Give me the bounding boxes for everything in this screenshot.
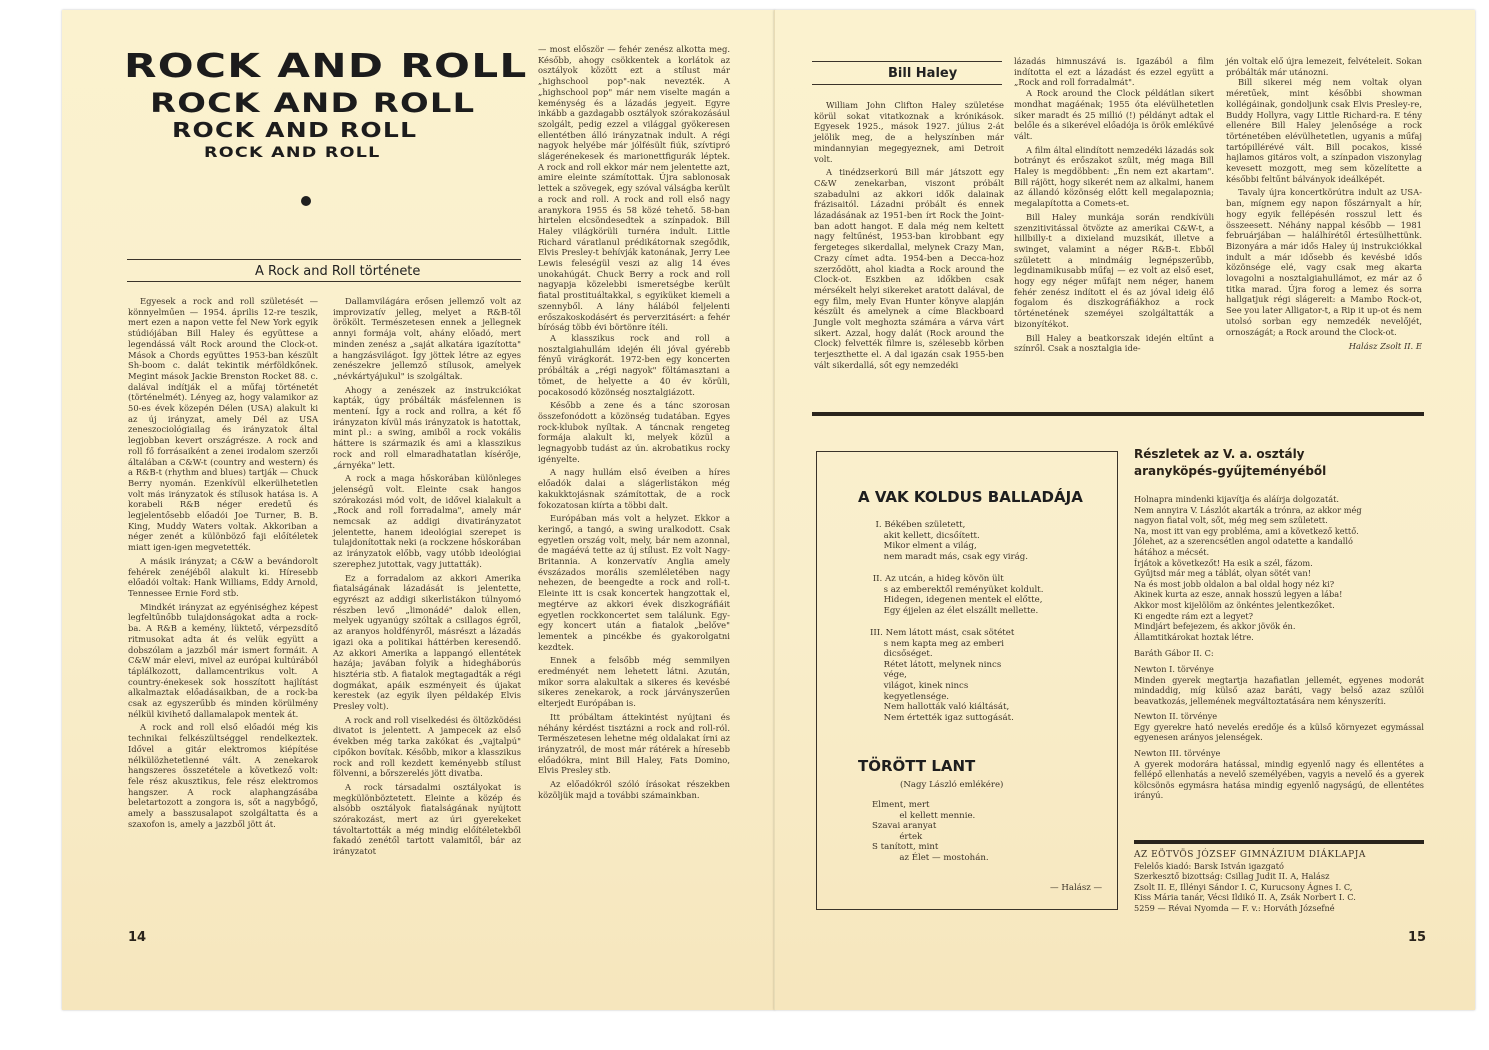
law-title: Newton II. törvénye bbox=[1134, 711, 1218, 722]
article-column-1 bbox=[128, 296, 318, 832]
saying: Jólehet, az a szerencsétlen angol odatette a kandalló bbox=[1134, 536, 1353, 547]
bill-haley-title: Bill Haley bbox=[888, 66, 958, 81]
saying: Na és most jobb oldalon a bal oldal hogy néz ki? bbox=[1134, 578, 1335, 589]
paragraph: Dallamvilágára erősen jellemző volt az improvizatív jelleg, melyet a R&B-től örökölt. Természetesen ennek a jellegnek annyi formája volt, ahány előadó, mert minden zenész a „saját alkatára igazította" a hangzásvilágot. Így jöttek létre az egyes zenészekre jellemző stílusok, amelyek „névkártyájukul" is szolgáltak. bbox=[333, 296, 521, 381]
sayings-title bbox=[1134, 446, 1326, 480]
colophon bbox=[1134, 850, 1426, 914]
paragraph: Tavaly újra koncertkörútra indult az USA-ban, mígnem egy napon főszárnyalt a hír, hogy egyik fellépésén rosszul lett és összeesett. Néhány nappal később — 1981 februárjában — halálhírétől értesülhettünk. Bizonyára a már idős Haley új instrukciókkal indult a már idősebb és kevésbé idős közönsége elé, vagy csak meg akarta lovagolni a nosztalgiahullámot, ez már az ő titka marad. Újra forog a lemez és sorra hallgatjuk régi slágereit: a Mambo Rock-ot, See you later Alligator-t, a Rip it up-ot és nem utolsó sorban egy nemzedék nevelőjét, ornoszágát; a Rock around the Clock-ot. bbox=[1226, 187, 1422, 337]
saying: Na, most itt van egy probléma, ami a következő kettő. bbox=[1134, 525, 1359, 536]
section-rule-bottom bbox=[127, 281, 521, 282]
sayings-list bbox=[1134, 494, 1424, 801]
paragraph: A rock and roll első előadói még kis technikai felkészültséggel rendelkeztek. Idővel a gitár elektromos kiépítése nélkülözhetetlenné vált. A zenekarok hangszeres összetétele a következő volt: fele rész akusztikus, fele rész elektromos hangszer. A rock alaphangzásába beletartozott a zongora is, sőt a nagybőgő, amely a basszusalapot szolgáltatta és a szaxofon is, amely a jazzből jött át. bbox=[128, 722, 318, 829]
paragraph: Később a zene és a tánc szorosan összefonódott a közönség tudatában. Egyes rock-klubok nyíltak. A táncnak rengeteg formája alakult ki, melyek közül a legnagyobb tudást az ún. akrobatikus rocky igényelte. bbox=[538, 400, 730, 464]
bill-haley-column-3 bbox=[1226, 56, 1422, 352]
paragraph: Az előadókról szóló írásokat részekben közöljük majd a további számainkban. bbox=[538, 779, 730, 800]
saying: Holnapra mindenki kijavítja és aláírja dolgozatát. bbox=[1134, 494, 1340, 504]
paragraph: Bill Haley a beatkorszak idején eltűnt a színről. Csak a nosztalgia ide- bbox=[1014, 332, 1214, 354]
paragraph: A klasszikus rock and roll a nosztalgiahullám idején éli jóval gyérebb fényű virágkorát. 1972-ben egy koncerten próbálták a „régi nagyok" föltámasztani a tömet, de helyette a 40 év körüli, pocakosodó közönség nosztalgiázott. bbox=[538, 332, 730, 397]
sayings-title-line-1: Részletek az V. a. osztály bbox=[1134, 447, 1305, 461]
saying: Akinek kurta az esze, annak hosszú legyen a lába! bbox=[1134, 589, 1343, 600]
headline-smallest: ROCK AND ROLL bbox=[204, 145, 381, 161]
paragraph: Itt próbáltam áttekintést nyújtani és néhány kérdést tisztázni a rock and roll-ról. Természetesen lehetne még oldalakat írni az irányzatról, de most már rátérek a híresebb előadókra, mint Bill Haley, Fats Domino, Elvis Presley stb. bbox=[538, 711, 730, 776]
bill-haley-column-2 bbox=[1014, 56, 1214, 357]
paragraph: Mindkét irányzat az egyéniséghez képest legfeltűnőbb tulajdonságokat adta a rock-ba. A R&B a kemény, lüktető, vérpezsdítő ritmusokat adta át és velük együtt a dobszólam a jazzből már ismert formáit. A C&W már elevi, mivel az európai kultúrából táplálkozott, dallamcentrikus volt. A country-énekesek sok hosszított hajlítást alkalmaztak előadásaikban, de a rock-ba csak az egyszerűbb és minden körülmény nélkül kivihető dallamalapok mentek át. bbox=[128, 601, 318, 719]
bill-haley-column-1 bbox=[814, 100, 1004, 374]
sayings-title-line-2: aranyköpés-gyűjteményéből bbox=[1134, 464, 1327, 478]
ballad-stanza-3: III. Nem látott mást, csak sötétet s nem kapta meg az emberi dicsőséget. Rétet látott, melynek nincs vége, világot, kinek nincs kegyetlensége. Nem hallották való kiáltását, Nem értették igaz suttogását. bbox=[870, 628, 1015, 723]
paragraph: A Rock around the Clock példátlan sikert mondhat magáénak; 1955 óta elévülhetetlen siker maradt és 25 millió (!) példányt adtak el belőle és a sikerével előadója is örök emlékűvé vált. bbox=[1014, 88, 1214, 141]
colophon-rule bbox=[1134, 840, 1424, 844]
colophon-line: Felelős kiadó: Barsk István igazgató bbox=[1134, 860, 1284, 871]
sayings-attribution: Baráth Gábor II. C: bbox=[1134, 648, 1214, 659]
page-number-left: 14 bbox=[128, 930, 147, 945]
saying: nagyon fiatal volt, sőt, még meg sem született. bbox=[1134, 515, 1328, 526]
saying: Gyűjtsd már meg a táblát, olyan sötét van! bbox=[1134, 568, 1311, 579]
bill-haley-rule-top bbox=[812, 61, 1002, 62]
paragraph: A rock a maga hőskorában különleges jelenségű volt. Eleinte csak hangos szórakozási mód volt, de idővel kialakult a „Rock and roll forradalma", amely már nemcsak az addigi divatirányzatot jelentette, hanem ideológiai szerepet is tulajdonítottak neki (a rockzene hőskorában az irányzatok előbb, vagy utóbb ideológiai szerephez jutottak, vagy juttatták). bbox=[333, 473, 521, 569]
ballad-stanza-1: I. Békében született, akit kellett, dicsőített. Mikor elment a világ, nem maradt más, csak egy virág. bbox=[875, 520, 1029, 562]
broken-lute-title: TÖRÖTT LANT bbox=[858, 757, 976, 775]
law-title: Newton I. törvénye bbox=[1134, 663, 1214, 674]
law-text: Egy gyerekre ható nevelés eredője és a külső környezet egymással egyenesen arányos jelenségek. bbox=[1134, 721, 1424, 743]
colophon-line: Zsolt II. E, Illényi Sándor I. C, Kurucsony Ágnes I. C, bbox=[1134, 881, 1353, 892]
bill-haley-signature: Halász Zsolt II. E bbox=[1348, 341, 1422, 352]
law-text: Minden gyerek megtartja hazafiatlan jellemét, egyenes modorát mindaddig, míg külső azaz baráti, vagy belső azaz szülői beavatkozás, jellemének megváltoztatására nem kényszeríti. bbox=[1134, 674, 1424, 706]
article-column-3 bbox=[538, 44, 730, 804]
saying: Mindjárt befejezem, és akkor jövök én. bbox=[1134, 621, 1296, 632]
ballad-stanza-2: II. Az utcán, a hideg kövön ült s az emberektől reményüket koldult. Hidegen, idegenen mentek el előtte, Egy éjjelen az élet elszállt mellette. bbox=[872, 574, 1044, 616]
broken-lute-signature: — Halász — bbox=[1050, 883, 1103, 893]
paragraph: A tinédzserkorú Bill már játszott egy C&W zenekarban, viszont próbált szabadulni az akkori idők dalainak frázisaitól. Lázadni próbált és ennek lázadásának az 1951-ben írt Rock the Joint-ban adott hangot. E dala még nem keltett nagy feltűnést, 1953-ban kirobbant egy fergeteges sikerdallal, melynek Crazy Man, Crazy címet adta. 1954-ben a Decca-hoz szerződött, ahol kiadta a Rock around the Clock-ot. Eszkben az időkben csak mérsékelt helyi sikereket aratott dalával, de egy film, mely Evan Hunter könyve alapján készült és amelynek a címe Blackboard Jungle volt meghozta számára a várva várt sikert. Azzal, hogy dalát (Rock around the Clock) felvették filmre is, szélesebb körben terjeszthette el. A dal igazán csak 1955-ben vált sikerdallá, sőt egy nemzedéki bbox=[814, 167, 1004, 370]
law-title: Newton III. törvénye bbox=[1134, 748, 1221, 759]
paragraph: Ennek a felsőbb még semmilyen eredményét nem lehetett látni. Azután, mikor sorra alakultak a sikeres és kevésbé sikeres zenekarok, a rock járványszerűen elterjedt Európában is. bbox=[538, 655, 730, 709]
headline-large: ROCK AND ROLL bbox=[124, 46, 528, 85]
saying: Írjátok a következőt! Ha esik a szél, fázom. bbox=[1134, 557, 1313, 568]
saying: Nem annyira V. Lászlót akarták a trónra, az akkor még bbox=[1134, 504, 1362, 515]
headline-small: ROCK AND ROLL bbox=[172, 118, 418, 142]
bullet-ornament bbox=[301, 196, 311, 206]
headline-medium: ROCK AND ROLL bbox=[150, 88, 476, 119]
colophon-line: 5259 — Révai Nyomda — F. v.: Horváth Józsefné bbox=[1134, 902, 1335, 913]
paragraph: Egyesek a rock and roll születését — könnyelműen — 1954. április 12-re teszik, mert ezen a napon vette fel New York egyik stúdiójában Bill Haley és együttese a legendássá vált Rock around the Clock-ot. Mások a Chords együttes 1953-ban készült Sh-boom c. dalát tekintik mérföldkőnek. Megint mások Jackie Brenston Rocket 88. c. dalával indítják el a műfaj történetét (történelmét). Lényeg az, hogy valamikor az 50-es évek közepén Délen (USA) alakult ki az új irányzat, amely Dél az USA zeneszociológiailag és irányzatok által legjobban kevert országrésze. A rock and roll fő forrásaiként a zenei irodalom szerzői általában a C&W-t (country and western) és a R&B-t (rhythm and blues) tartják — Chuck Berry nyomán. Ezenkívül elkerülhetetlen volt más irányzatok és stílusok hatása is. A korabeli R&B néger eredetű és legjelentősebb előadói Joe Turner, B. B. King, Muddy Waters voltak. Akkoriban a néger zenét a különböző faji előítéletek miatt igen-igen megvetették. bbox=[128, 296, 318, 553]
paragraph: Európában más volt a helyzet. Ekkor a keringő, a tangó, a swing uralkodott. Csak egyetlen ország volt, mely, bár nem azonnal, de magáévá tette az új stílust. Ez volt Nagy-Britannia. A konzervatív Anglia amely évszázados morális szemléletében nagy nehezen, de beengedte a rock and roll-t. Eleinte itt is csak koncertek hangzottak el, megtérve az akkori évek diszkográfiáit egyetlen rockkoncertet sem találunk. Egy-egy koncert után a fiatalok „belőve" lementek a pincékbe és gyakorolgatni kezdtek. bbox=[538, 513, 730, 652]
saying: Akkor most kijelölöm az önkéntes jelentkezőket. bbox=[1134, 599, 1335, 610]
paragraph: Bill Haley munkája során rendkívüli szenzitivitással ötvözte az amerikai C&W-t, a hillbilly-t a dixieland muzsikát, illetve a swinget, valamint a néger R&B-t. Ebből született a mindmáig legnépszerűbb, legdinamikusabb műfaj — ez volt az első eset, hogy egy néger műfajt nem néger, hanem fehér zenész indított el és az jóval ideig élő fogalom és diszkográfiákhoz a rock történetének szeméyei szolgáltatták a bizonyítékot. bbox=[1014, 211, 1214, 329]
law-text: A gyerek modorára hatással, mindig egyenlő nagy és ellentétes a fellépő ellenhatás a nevelő személyében, vagyis a nevelő és a gyerek kölcsönös egymásra hatása mindig egyenlő nagyságú, de ellentétes irányú. bbox=[1134, 758, 1424, 801]
broken-lute-text: Elment, mert el kellett mennie. Szavai aranyat értek S tanított, mint az Élet — mostohán. bbox=[872, 800, 989, 863]
article-column-2 bbox=[333, 296, 521, 860]
paragraph: A film által elindított nemzedéki lázadás sok botrányt és erőszakot szült, még maga Bill Haley is megdöbbent: „Én nem ezt akartam". Bill rájött, hogy sikerét nem az alkalmi, hanem az állandó közönség előtt kell megalapoznia; megalapította a Comets-et. bbox=[1014, 144, 1214, 209]
broken-lute-subtitle: (Nagy László emlékére) bbox=[900, 780, 1004, 790]
masthead: AZ EÖTVÖS JÓZSEF GIMNÁZIUM DIÁKLAPJA bbox=[1134, 850, 1366, 860]
section-title: A Rock and Roll története bbox=[255, 264, 421, 279]
paragraph: A rock and roll viselkedési és öltözködési divatot is jelentett. A jampecek az első években még tarka zakókat és „vajtalpú" cipőkon bovítak. Később, mikor a klasszikus rock and roll kezdett keményebb stílust fölvenni, a bőrszerelés jött divatba. bbox=[333, 714, 521, 779]
section-divider bbox=[812, 412, 1424, 416]
section-rule-top bbox=[127, 259, 521, 260]
paragraph: lázadás himnuszává is. Igazából a film indította el ezt a lázadást és ezzel együtt a „Rock and roll forradalmát". bbox=[1014, 56, 1214, 88]
paragraph: Ez a forradalom az akkori Amerika fiatalságának lázadását is jelentette, egyrészt az addigi sikerlistákon túlnyomó részben levő „limonádé" dalok ellen, melyek ugyanúgy szóltak a csillagos égről, az aranyos holdfényről, másrészt a lázadás igazi oka a politikai háttérben keresendő. Az akkori Amerika a lappangó ellentétek hazája; javában folyik a hidegháborús hisztéria stb. A fiatalok megtagadták a régi dogmákat, apáik eszményeit és újakat kerestek (az egyik ilyen példakép Elvis Presley volt). bbox=[333, 572, 521, 712]
paragraph: Bill sikerei még nem voltak olyan méretűek, mint későbbi showman kollégáinak, gondoljunk csak Elvis Presley-re, Buddy Hollyra, vagy Little Richard-ra. E tény ellenére Bill Haley jelenősége a rock történetében elévülhetetlen, ugyanis a műfaj tartópillérévé vált. Bill pocakos, kissé hajlamos gitáros volt, a színpadon viszonylag kevesett mozgott, meg sem közelítette a későbbi feltűnt bálványok ideálképét. bbox=[1226, 77, 1422, 184]
paragraph: jén voltak elő újra lemezeit, felvételeit. Sokan próbálták már utánozni. bbox=[1226, 56, 1422, 77]
page-number-right: 15 bbox=[1408, 930, 1427, 945]
paragraph: William John Clifton Haley születése körül sokat vitatkoznak a krónikások. Egyesek 1925., mások 1927. július 2-át jelölik meg, de a helyszínben már mindannyian megegyeznek, ami Detroit volt. bbox=[814, 100, 1004, 164]
paragraph: A nagy hullám első éveiben a híres előadók dalai a slágerlistákon még kakukktojásnak számítottak, de a rock fokozatosan kiírta a többi dalt. bbox=[538, 467, 730, 510]
colophon-line: Szerkesztő bizottság: Csillag Judit II. A, Halász bbox=[1134, 871, 1330, 882]
saying: Államtitkárokat hoztak létre. bbox=[1134, 631, 1254, 642]
ballad-title: A VAK KOLDUS BALLADÁJA bbox=[858, 488, 1083, 506]
paragraph: A rock társadalmi osztályokat is megkülönböztetett. Eleinte a közép és alsóbb osztályok fiatalságának nyújtott szórakozást, mert az úri gyerekeket távoltartották a még mindig előítéletekből fakadó zenétől tartott valamitől, bár az irányzatot bbox=[333, 781, 521, 857]
colophon-line: Kiss Mária tanár, Vécsi Ildikó II. A, Zsák Norbert I. C. bbox=[1134, 892, 1356, 903]
paragraph: Ahogy a zenészek az instrukciókat kapták, úgy próbálták másfelennen is mentení. Így a rock and rollra, a két fő irányzaton kívül más irányzatok is hatottak, mint pl.: a swing, amiből a rock vokális háttere is származik és ami a klasszikus rock and roll elmaradhatatlan kísérője, „árnyéka" lett. bbox=[333, 384, 521, 470]
bill-haley-rule-bottom bbox=[812, 84, 1002, 85]
saying: Ki engedte rám ezt a legyet? bbox=[1134, 610, 1254, 621]
paragraph: A másik irányzat; a C&W a bevándorolt fehérek zenéjéből alakult ki. Híresebb előadói voltak: Hank Williams, Eddy Arnold, Tennessee Ernie Ford stb. bbox=[128, 555, 318, 598]
saying: hátához a mécsét. bbox=[1134, 546, 1210, 557]
paragraph: — most először — fehér zenész alkotta meg. Később, ahogy csökkentek a korlátok az osztályok között ezt a stílust már „highschool pop"-nak nevezték. A „highschool pop" már nem viselte magán a keménység és a lázadás jegyeit. Egyre inkább a gazdagabb osztályok szórakozásául szolgált, pedig ezzel a világgal gyökeresen ellentétben álló irányzatnak indult. A régi nagyok helyébe már jólfésült fiúk, szívtipró slágerénekesek és marionettfigurák léptek. A rock and roll ekkor már nem jelentette azt, amire eleinte számítottak. Újra sablonosak lettek a szövegek, egy szóval válságba került a rock and roll. A rock and roll első nagy aranykora 1955 és 58 közé tehető. 58-ban hirtelen elcsöndesedtek a színpadok. Bill Haley világkörüli turnéra indult. Little Richard váratlanul prédikátornak szegődik, Elvis Presley-t behívják katonának, Jerry Lee Lewis feleségül veszi az alig 14 éves unokahúgát. Chuck Berry a rock and roll nagyapja közelebbi ismeretségbe került fiatal prostituáltakkal, s egyiküket kiemeli a szennyből. A lány hálából feljelenti erőszakoskodásért és perverzitásért: a fehér bíróság több évi börtönre ítéli. bbox=[538, 44, 730, 333]
